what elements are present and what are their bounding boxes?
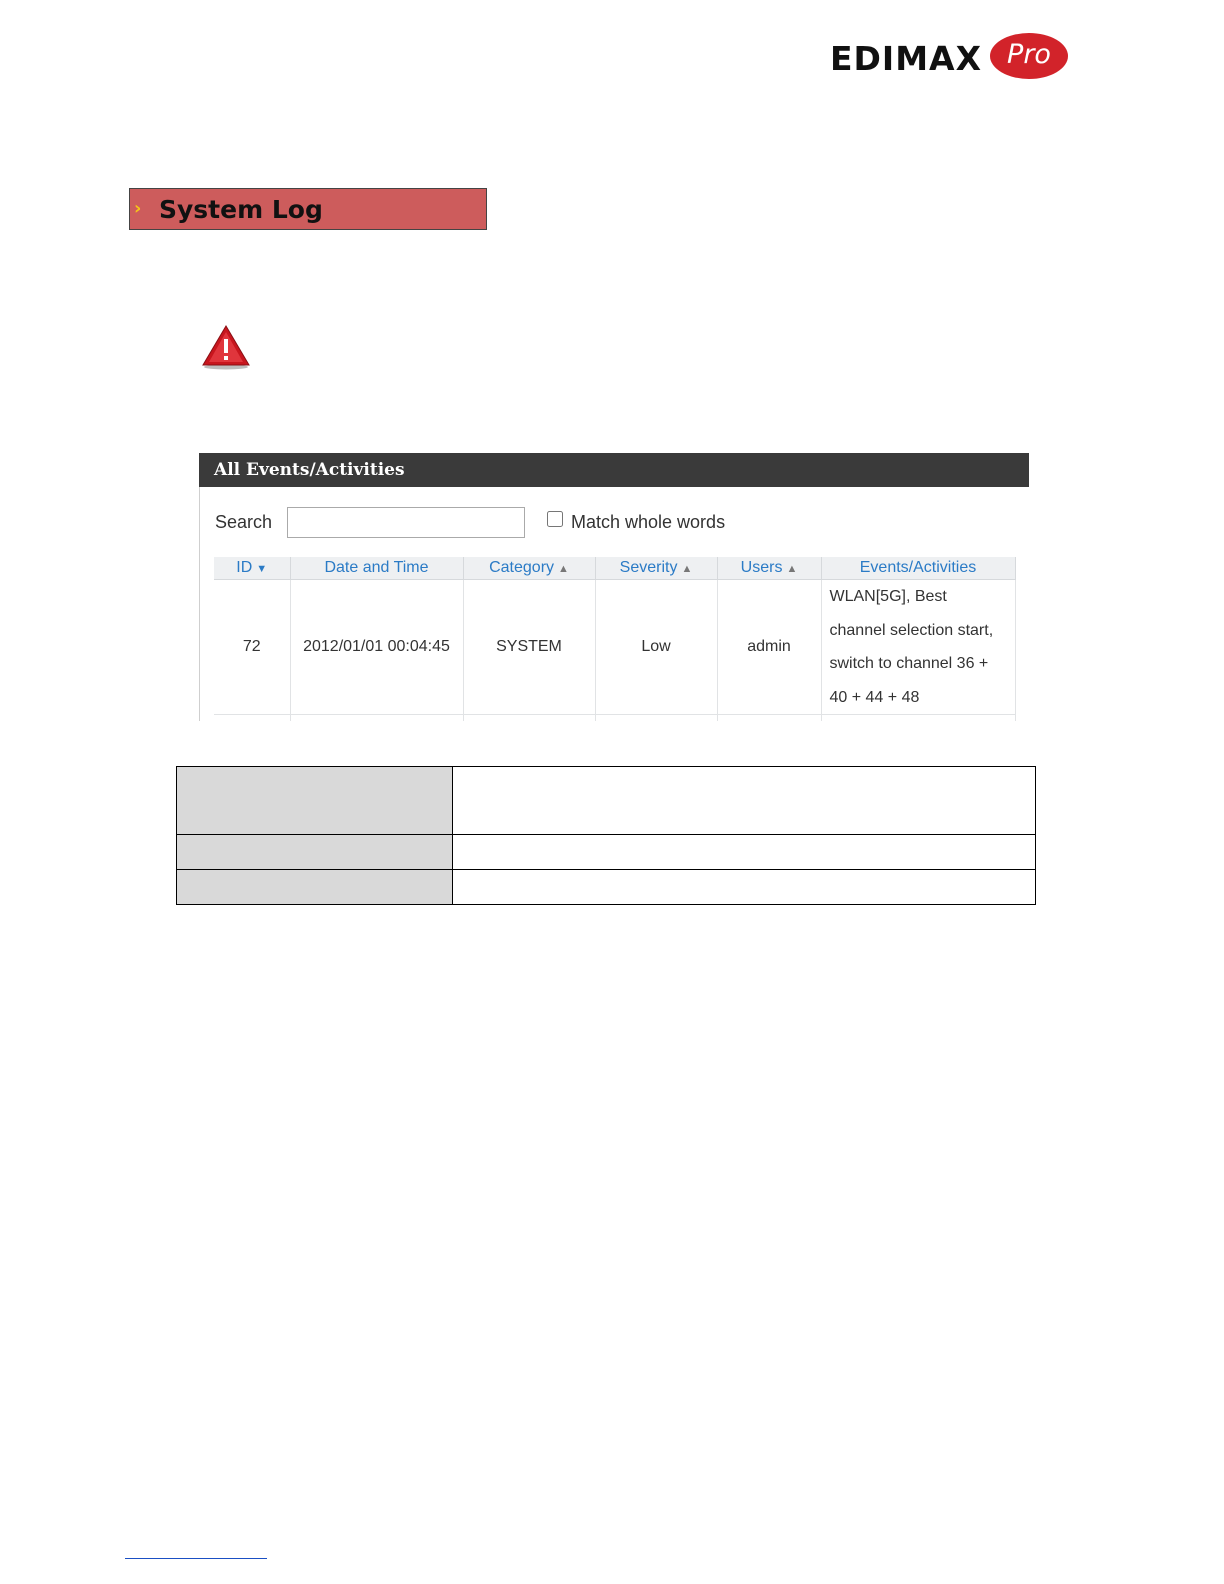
edimax-pro-logo [830,33,1070,85]
sort-descending-icon: ▼ [256,563,268,575]
cell-event [821,580,1015,715]
cell-id: 72 [214,580,290,715]
panel-header: All Events/Activities [199,453,1029,487]
column-header-events[interactable]: Events/Activities [821,557,1015,580]
cell-severity: Low [595,580,717,715]
cell-category: SYSTEM [463,580,595,715]
description-value [453,835,1036,870]
logo-badge: Pro [990,33,1068,79]
sort-ascending-icon: ▲ [786,563,798,575]
table-row-partial [214,715,1015,722]
event-line: switch to channel 36 + [829,655,989,672]
description-key [177,870,453,905]
cell-datetime: 2012/01/01 00:04:45 [290,580,463,715]
table-row[interactable] [214,580,1015,715]
description-row [177,870,1036,905]
description-key [177,835,453,870]
section-banner [129,188,487,230]
column-header-id[interactable]: ID ▼ [214,557,290,580]
event-line: 40 + 44 + 48 [829,688,920,706]
sort-ascending-icon: ▲ [681,563,693,575]
description-table [176,766,1036,905]
events-table [214,557,1016,721]
search-label: Search [215,512,273,532]
search-input[interactable] [287,507,525,538]
column-header-category[interactable]: Category ▲ [463,557,595,580]
column-header-date[interactable]: Date and Time [290,557,463,580]
section-title: System Log [159,195,323,224]
description-value [453,870,1036,905]
description-row [177,767,1036,835]
warning-triangle-icon [201,324,251,370]
logo-brand: EDIMAX [830,39,983,78]
system-log-screenshot [199,453,1029,721]
footer-link-underline[interactable] [125,1558,267,1559]
description-row [177,835,1036,870]
event-line: WLAN[5G], Best [829,588,947,605]
panel-border [199,453,200,721]
event-line: channel selection start, [829,621,994,639]
description-key [177,767,453,835]
column-header-severity[interactable]: Severity ▲ [595,557,717,580]
cell-user: admin [717,580,821,715]
description-value [453,767,1036,835]
chevron-right-icon: › [134,198,142,219]
match-whole-words-label: Match whole words [571,512,726,532]
column-header-users[interactable]: Users ▲ [717,557,821,580]
match-whole-words-checkbox[interactable] [547,511,563,527]
sort-ascending-icon: ▲ [558,563,569,575]
